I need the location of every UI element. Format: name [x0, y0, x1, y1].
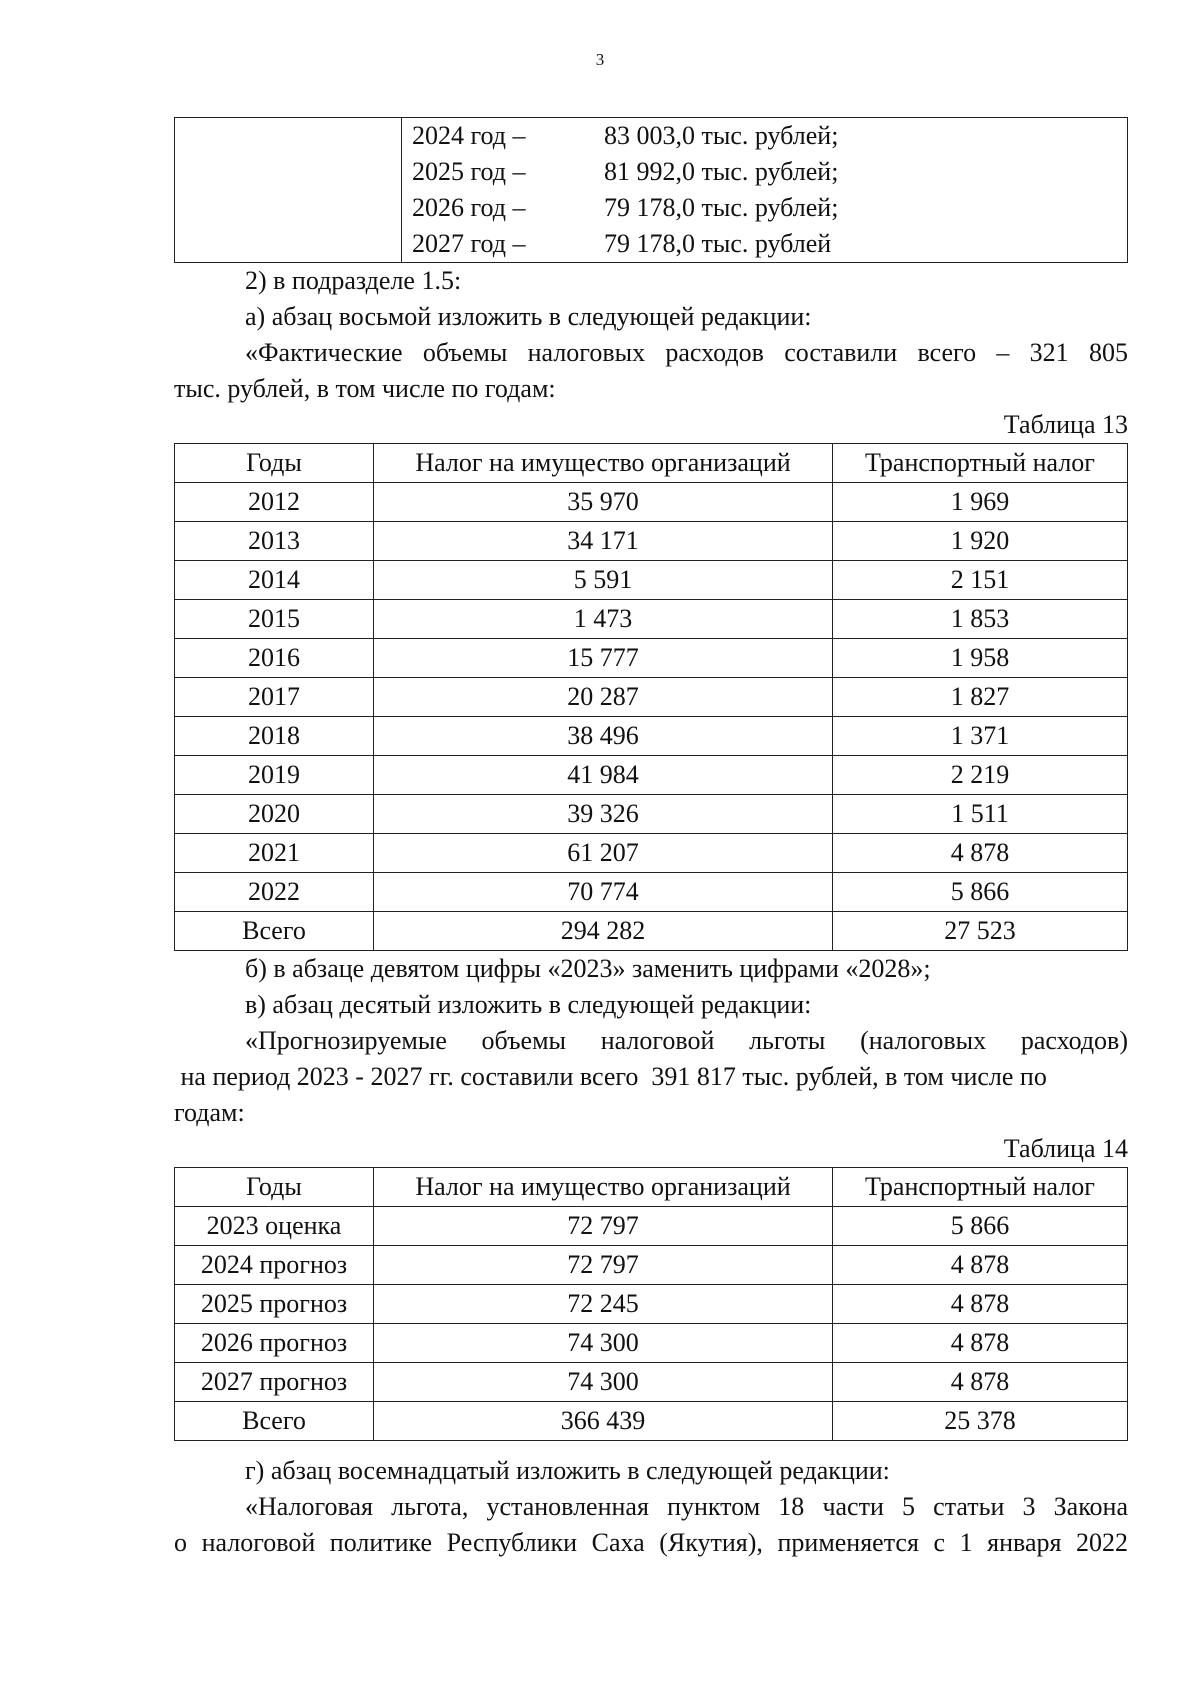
table-14 [174, 1167, 1128, 1441]
table-cell: 2017 [175, 678, 374, 717]
table-row [175, 678, 1128, 717]
column-header: Годы [175, 444, 374, 483]
paragraph: на период 2023 - 2027 гг. составили всего 391 817 тыс. рублей, в том числе по [174, 1062, 1047, 1091]
table-cell: 4 878 [833, 834, 1128, 873]
table-cell: 2019 [175, 756, 374, 795]
table-cell: 39 326 [374, 795, 833, 834]
table-cell: 1 371 [833, 717, 1128, 756]
table-cell: 1 958 [833, 639, 1128, 678]
table-total-row [175, 912, 1128, 951]
table-row [175, 639, 1128, 678]
table-cell: 72 797 [374, 1207, 833, 1246]
table-cell: 4 878 [833, 1285, 1128, 1324]
budget-line: 2026 год – 79 178,0 тыс. рублей; [412, 193, 839, 222]
table-row [175, 1324, 1128, 1363]
table-cell: 2027 прогноз [175, 1363, 374, 1402]
table-cell: 25 378 [833, 1402, 1128, 1441]
table-cell: 5 866 [833, 873, 1128, 912]
table-cell: 72 245 [374, 1285, 833, 1324]
table-cell: 2013 [175, 522, 374, 561]
table-cell: 366 439 [374, 1402, 833, 1441]
table-cell: 2018 [175, 717, 374, 756]
table-header-row [175, 1168, 1128, 1207]
table-cell: 5 591 [374, 561, 833, 600]
table-row [175, 717, 1128, 756]
table-cell: 2024 прогноз [175, 1246, 374, 1285]
table-cell: 1 511 [833, 795, 1128, 834]
table-row [175, 483, 1128, 522]
paragraph: годам: [174, 1098, 245, 1127]
table-total-row [175, 1402, 1128, 1441]
table-row [175, 522, 1128, 561]
page-number: 3 [595, 50, 605, 69]
table-cell: 2020 [175, 795, 374, 834]
column-header: Налог на имущество организаций [374, 444, 833, 483]
table-cell: Всего [175, 912, 374, 951]
table-row [175, 834, 1128, 873]
table-header-row [175, 444, 1128, 483]
document-body [174, 117, 1128, 1561]
table-row [175, 1207, 1128, 1246]
paragraph: о налоговой политике Республики Саха (Якутия), применяется с 1 января 2022 [174, 1528, 1128, 1557]
budget-table [174, 117, 1128, 263]
column-header: Налог на имущество организаций [374, 1168, 833, 1207]
table-cell: 1 853 [833, 600, 1128, 639]
column-header: Транспортный налог [833, 1168, 1128, 1207]
table-cell: Всего [175, 1402, 374, 1441]
table-caption: Таблица 14 [1003, 1134, 1128, 1163]
paragraph: б) в абзаце девятом цифры «2023» заменить цифрами «2028»; [245, 954, 931, 983]
table-cell: 2025 прогноз [175, 1285, 374, 1324]
column-header: Транспортный налог [833, 444, 1128, 483]
table-cell: 1 969 [833, 483, 1128, 522]
table-cell: 41 984 [374, 756, 833, 795]
table-cell: 15 777 [374, 639, 833, 678]
paragraph: «Прогнозируемые объемы налоговой льготы (налоговых расходов) [245, 1026, 1128, 1055]
table-cell: 2016 [175, 639, 374, 678]
table-cell: 2026 прогноз [175, 1324, 374, 1363]
table-cell: 2012 [175, 483, 374, 522]
table-cell: 2023 оценка [175, 1207, 374, 1246]
table-row [175, 561, 1128, 600]
table-cell: 61 207 [374, 834, 833, 873]
table-cell: 2 151 [833, 561, 1128, 600]
budget-line: 2024 год – 83 003,0 тыс. рублей; [412, 121, 839, 150]
paragraph: г) абзац восемнадцатый изложить в следующей редакции: [245, 1456, 890, 1485]
table-cell: 4 878 [833, 1246, 1128, 1285]
table-cell: 2022 [175, 873, 374, 912]
table-cell: 35 970 [374, 483, 833, 522]
table-row [175, 756, 1128, 795]
table-cell: 294 282 [374, 912, 833, 951]
table-row [175, 873, 1128, 912]
table-cell: 38 496 [374, 717, 833, 756]
table-cell: 27 523 [833, 912, 1128, 951]
table-cell: 5 866 [833, 1207, 1128, 1246]
table-13 [174, 443, 1128, 951]
table-row [175, 1285, 1128, 1324]
budget-cell [402, 118, 1128, 263]
empty-cell [175, 118, 402, 263]
column-header: Годы [175, 1168, 374, 1207]
table-cell: 34 171 [374, 522, 833, 561]
budget-line: 2025 год – 81 992,0 тыс. рублей; [412, 157, 839, 186]
table-row [175, 118, 1128, 263]
table-cell: 1 827 [833, 678, 1128, 717]
table-cell: 4 878 [833, 1363, 1128, 1402]
budget-line: 2027 год – 79 178,0 тыс. рублей [412, 229, 832, 258]
table-row [175, 600, 1128, 639]
paragraph: а) абзац восьмой изложить в следующей редакции: [245, 302, 812, 331]
table-row [175, 1363, 1128, 1402]
table-cell: 70 774 [374, 873, 833, 912]
paragraph: «Налоговая льгота, установленная пунктом 18 части 5 статьи 3 Закона [245, 1492, 1128, 1521]
table-row [175, 795, 1128, 834]
table-cell: 20 287 [374, 678, 833, 717]
table-row [175, 1246, 1128, 1285]
table-cell: 2021 [175, 834, 374, 873]
paragraph: «Фактические объемы налоговых расходов составили всего – 321 805 [245, 338, 1128, 367]
table-cell: 2014 [175, 561, 374, 600]
table-cell: 1 473 [374, 600, 833, 639]
table-cell: 2015 [175, 600, 374, 639]
table-cell: 72 797 [374, 1246, 833, 1285]
table-cell: 74 300 [374, 1324, 833, 1363]
table-cell: 2 219 [833, 756, 1128, 795]
table-cell: 1 920 [833, 522, 1128, 561]
paragraph: в) абзац десятый изложить в следующей редакции: [245, 990, 812, 1019]
table-caption: Таблица 13 [1003, 410, 1128, 439]
table-cell: 4 878 [833, 1324, 1128, 1363]
table-cell: 74 300 [374, 1363, 833, 1402]
paragraph: 2) в подразделе 1.5: [245, 266, 462, 295]
paragraph: тыс. рублей, в том числе по годам: [174, 374, 556, 403]
